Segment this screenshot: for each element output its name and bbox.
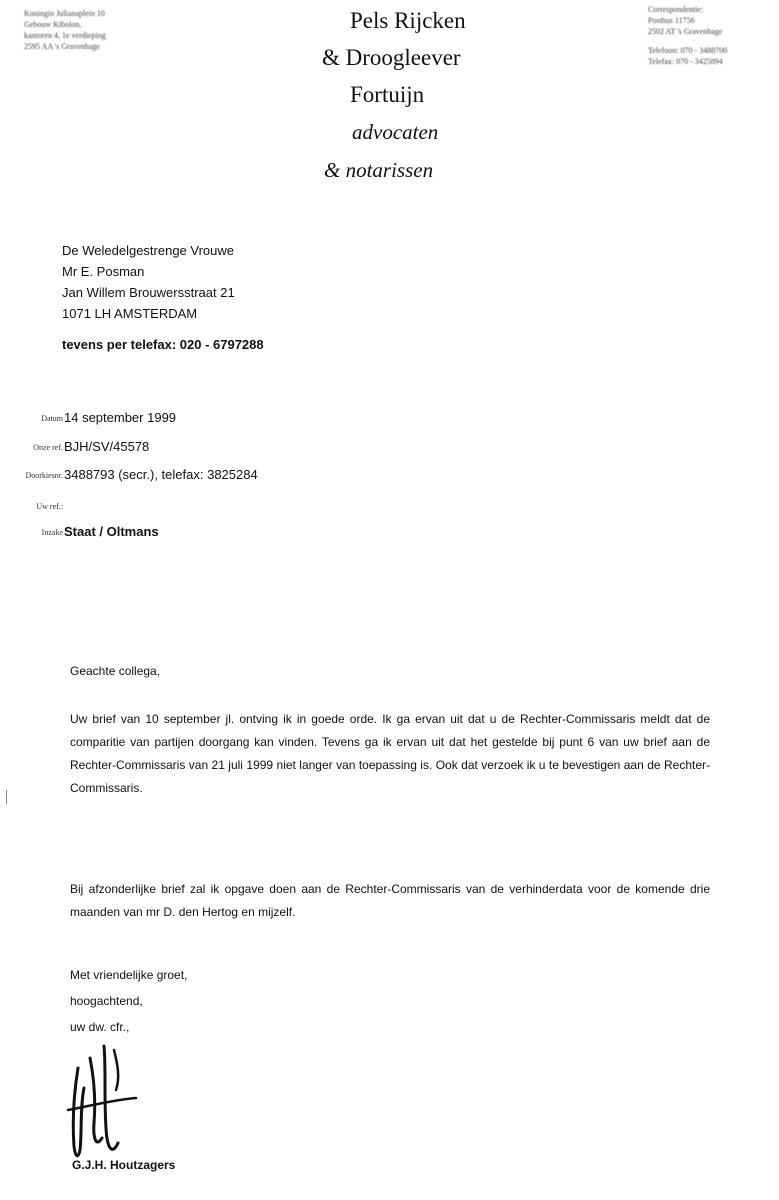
subject-row: [0, 524, 779, 544]
office-address-line: kantoren 4, 1e verdieping: [24, 31, 106, 40]
fax-notice: tevens per telefax: 020 - 6797288: [62, 337, 264, 352]
direct-line-value: 3488793 (secr.), telefax: 3825284: [64, 467, 258, 482]
subject-value: Staat / Oltmans: [64, 524, 159, 539]
firm-name-line: Fortuijn: [350, 82, 425, 107]
firm-profession-line: advocaten: [352, 120, 439, 144]
body-paragraph: Bij afzonderlijke brief zal ik opgave doen aan de Rechter-Commissaris van de verhinderdata voor de komende drie maanden van mr D. den Hertog en mijzelf.: [70, 882, 710, 919]
correspondence-line: Postbus 11756: [648, 16, 695, 25]
office-address-line: Gebouw Kibolon,: [24, 20, 82, 29]
signer-name: G.J.H. Houtzagers: [72, 1158, 176, 1172]
contact-line: Telefax: 070 - 3425894: [648, 57, 723, 66]
addressee-line: De Weledelgestrenge Vrouwe: [62, 243, 234, 258]
correspondence-line: 2502 AT 's Gravenhage: [648, 27, 723, 36]
closing-line: hoogachtend,: [70, 994, 143, 1008]
office-address-line: 2595 AA 's Gravenhage: [24, 42, 100, 51]
addressee-line: Mr E. Posman: [62, 264, 145, 279]
handwritten-signature: [60, 1038, 150, 1168]
closing-block: [70, 962, 187, 1040]
your-ref-row: [0, 498, 779, 518]
office-address-line: Koningin Julianaplein 10: [24, 9, 105, 18]
addressee-line: Jan Willem Brouwersstraat 21: [62, 285, 235, 300]
margin-mark: [6, 790, 7, 804]
office-address: [24, 8, 174, 52]
firm-name-line: & Droogleever: [322, 45, 461, 70]
addressee-block: [62, 240, 235, 324]
firm-name-line: Pels Rijcken: [350, 8, 466, 33]
body-paragraph: Uw brief van 10 september jl. ontving ik in goede orde. Ik ga ervan uit dat u de Rechter-Commissaris meldt dat de comparitie van partijen doorgang kan vinden. Tevens ga ik ervan uit dat het gestelde bij punt 6 van uw brief aan de Rechter-Commissaris van 21 juli 1999 niet langer van toepassing is. Ook dat verzoek ik u te bevestigen aan de Rechter-Commissaris.: [70, 712, 710, 795]
our-ref-label: Onze ref.: [33, 443, 63, 452]
our-ref-row: [0, 439, 779, 459]
date-label: Datum: [41, 414, 63, 423]
direct-line-row: [0, 467, 779, 487]
salutation: Geachte collega,: [70, 664, 161, 678]
closing-line: Met vriendelijke groet,: [70, 968, 188, 982]
contact-line: Telefoon: 070 - 3488700: [648, 46, 728, 55]
your-ref-label: Uw ref.:: [36, 502, 63, 511]
correspondence-address: [648, 4, 776, 67]
our-ref-value: BJH/SV/45578: [64, 439, 150, 454]
closing-line: uw dw. cfr.,: [70, 1020, 130, 1034]
firm-profession-line: & notarissen: [324, 158, 434, 182]
direct-line-label: Doorkiesnr.: [25, 471, 63, 480]
addressee-line: 1071 LH AMSTERDAM: [62, 306, 198, 321]
correspondence-line: Correspondentie:: [648, 5, 704, 14]
subject-label: Inzake: [41, 528, 63, 537]
date-row: [0, 410, 779, 430]
date-value: 14 september 1999: [64, 410, 177, 425]
